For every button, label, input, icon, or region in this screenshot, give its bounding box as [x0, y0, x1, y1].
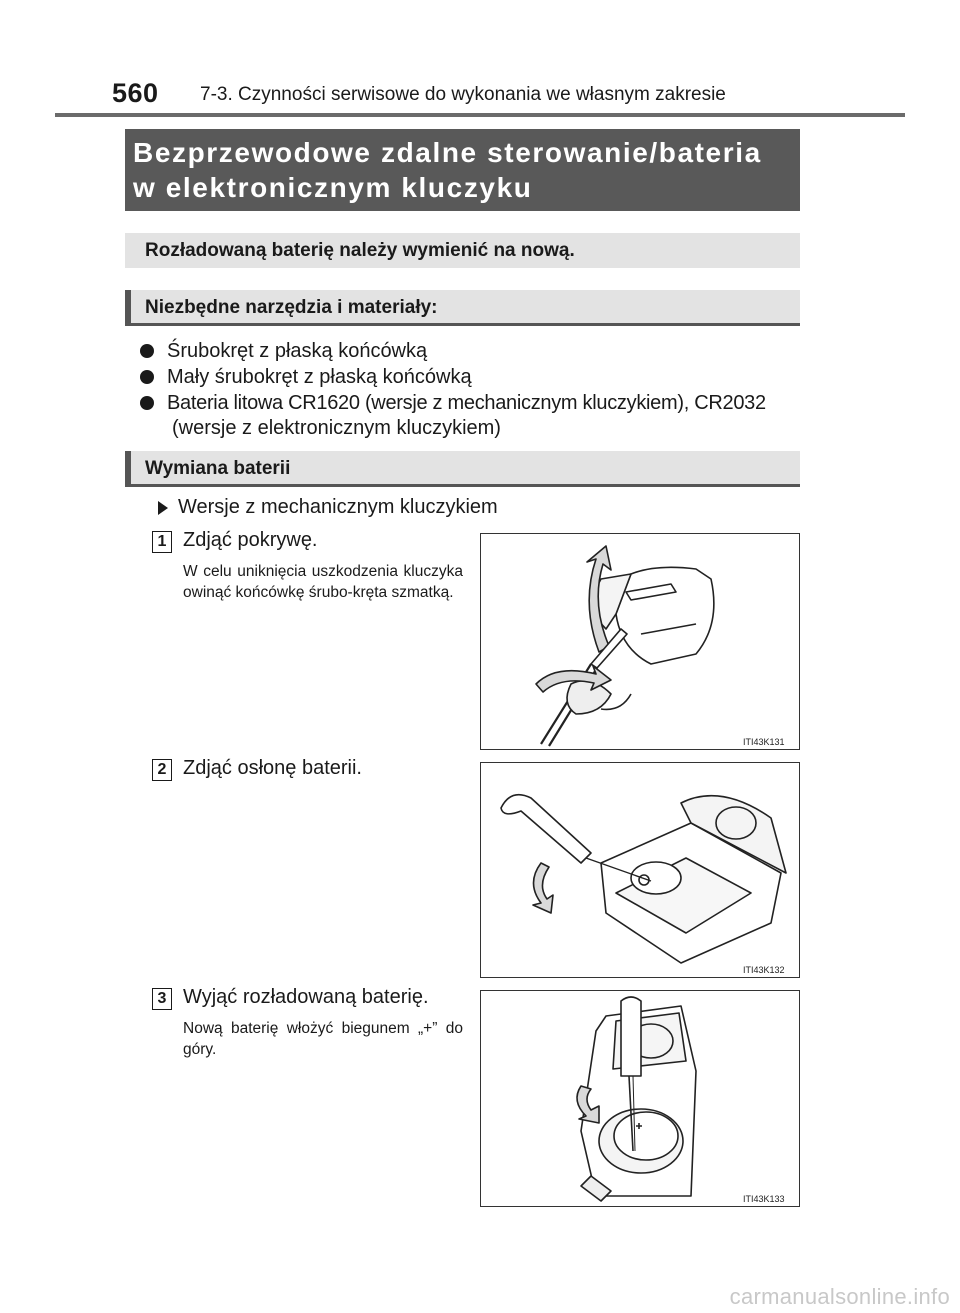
replacement-heading: Wymiana baterii: [125, 451, 800, 487]
figure-code: ITI43K133: [743, 1194, 785, 1204]
tool-item-label: Śrubokręt z płaską końcówką: [167, 340, 428, 362]
step-number: 2: [152, 759, 172, 781]
step-note: Nową baterię włożyć biegunem „+” do góry.: [183, 1020, 463, 1058]
section-reference: 7-3. Czynności serwisowe do wykonania we własnym zakresie: [200, 84, 726, 105]
watermark: carmanualsonline.info: [729, 1284, 950, 1309]
step-note: W celu uniknięcia uszkodzenia kluczyka owinąć końcówkę śrubo-kręta szmatką.: [183, 563, 463, 601]
step-number: 1: [152, 531, 172, 553]
page-number: 560: [112, 78, 159, 108]
page-title: [125, 129, 800, 211]
tool-item-continuation: (wersje z elektronicznym kluczykiem): [172, 417, 501, 439]
tool-item: [140, 363, 472, 391]
bullet-icon: [140, 370, 154, 384]
arrow-right-icon: [158, 501, 168, 515]
figure-code: ITI43K132: [743, 965, 785, 975]
remove-battery-cover-illustration: [481, 763, 800, 978]
header-divider: [55, 113, 905, 117]
version-label-text: Wersje z mechanicznym kluczykiem: [178, 496, 498, 518]
page-title-line-2: w elektronicznym kluczyku: [133, 172, 533, 203]
step-number: 3: [152, 988, 172, 1010]
tools-heading: Niezbędne narzędzia i materiały:: [125, 290, 800, 326]
step-2-illustration: [480, 762, 800, 978]
remove-battery-illustration: [481, 991, 800, 1207]
step-3-illustration: [480, 990, 800, 1207]
version-label: [158, 496, 498, 519]
tool-item: [140, 389, 766, 417]
step-1-illustration: [480, 533, 800, 750]
step-title: Wyjąć rozładowaną baterię.: [183, 986, 429, 1008]
bullet-icon: [140, 344, 154, 358]
intro-bar: Rozładowaną baterię należy wymienić na nową.: [125, 233, 800, 268]
bullet-icon: [140, 396, 154, 410]
remove-cover-illustration: [481, 534, 800, 750]
tool-item: [140, 337, 427, 365]
figure-code: ITI43K131: [743, 737, 785, 747]
tool-item-label: Bateria litowa CR1620 (wersje z mechanicznym kluczykiem), CR2032: [167, 392, 766, 414]
tool-item-label: Mały śrubokręt z płaską końcówką: [167, 366, 472, 388]
page-title-line-1: Bezprzewodowe zdalne sterowanie/bateria: [133, 137, 762, 168]
step-title: Zdjąć osłonę baterii.: [183, 757, 362, 779]
step-title: Zdjąć pokrywę.: [183, 529, 318, 551]
